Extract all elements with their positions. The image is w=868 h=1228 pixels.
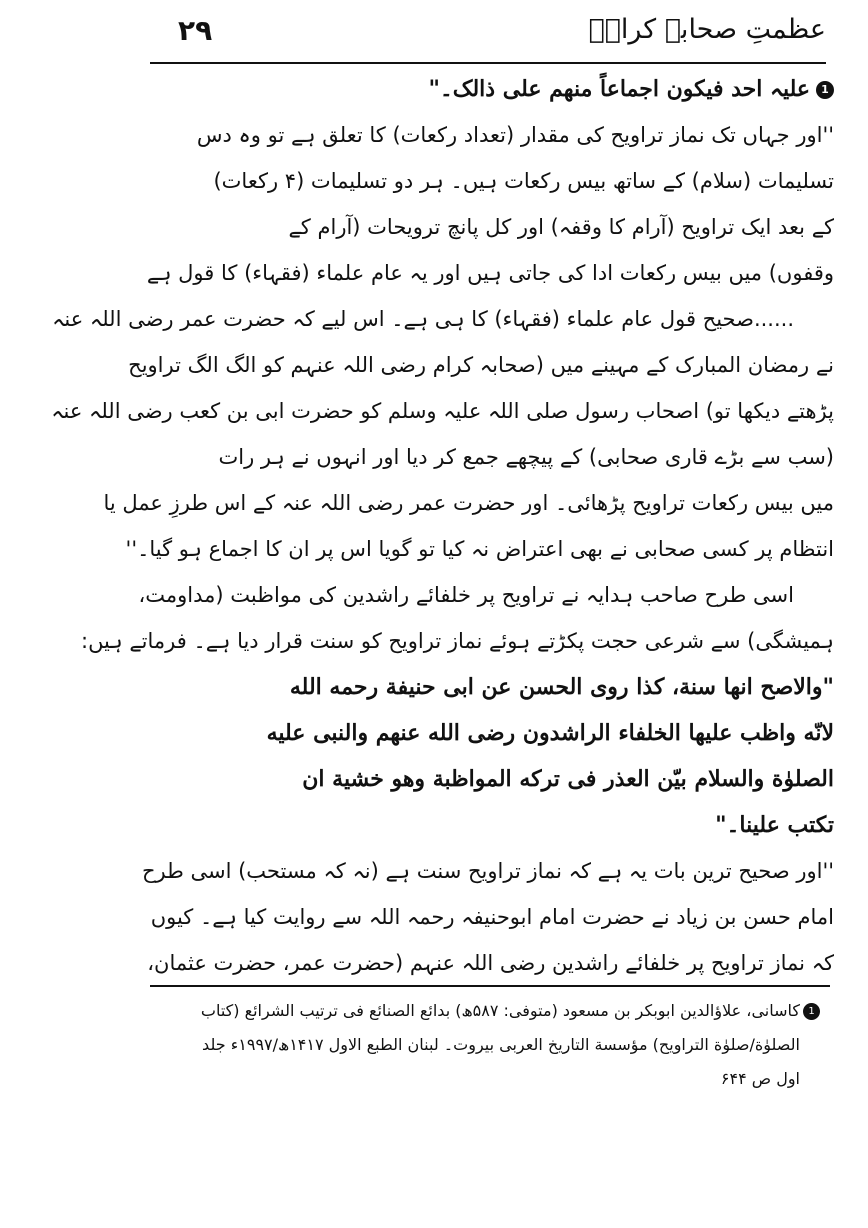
- body-line: ''اور جہاں تک نماز تراویح کی مقدار (تعداد رکعات) کا تعلق ہے تو وہ دس: [196, 123, 834, 147]
- body-line: ہمیشگی) سے شرعی حجت پکڑتے ہوئے نماز تراویح کو سنت قرار دیا ہے۔ فرماتے ہیں:: [81, 629, 834, 653]
- page-header: [150, 12, 826, 62]
- footnote-reference-marker: 1: [816, 81, 834, 99]
- body-line: 1علیہ احد فیکون اجماعاً منھم علی ذالک۔": [158, 66, 834, 112]
- arabic-quote-line: تکتب علینا۔": [715, 812, 834, 838]
- header-divider: [150, 62, 826, 64]
- body-line: وقفوں) میں بیس رکعات ادا کی جاتی ہیں اور یہ عام علماء (فقہاء) کا قول ہے: [146, 261, 834, 285]
- body-line: اسی طرح صاحب ہدایہ نے تراویح پر خلفائے راشدین کی مواظبت (مداومت،: [138, 583, 794, 607]
- body-line: کے بعد ایک تراویح (آرام کا وقفہ) اور کل پانچ ترویحات (آرام کے: [288, 215, 834, 239]
- body-line: ''اور صحیح ترین بات یہ ہے کہ نماز تراویح سنت ہے (نہ کہ مستحب) اسی طرح: [141, 859, 834, 883]
- running-title: عظمتِ صحابہ کرامؓ: [588, 14, 826, 45]
- arabic-quote-line: لانّه واظب علیھا الخلفاء الراشدون رضی الله عنھم والنبی علیه: [266, 720, 834, 746]
- body-text: [51, 66, 834, 986]
- body-line: کہ نماز تراویح پر خلفائے راشدین رضی اللہ عنہم (حضرت عمر، حضرت عثمان،: [147, 951, 834, 975]
- body-line: میں بیس رکعات تراویح پڑھائی۔ اور حضرت عمر رضی اللہ عنہ کے اس طرزِ عمل یا: [103, 491, 834, 515]
- body-line: (سب سے بڑے قاری صحابی) کے پیچھے جمع کر دیا اور انہوں نے ہر رات: [218, 445, 834, 469]
- arabic-quote-line: الصلوٰة والسلام بیّن العذر فی ترکه المواظبة وھو خشیة ان: [302, 766, 834, 792]
- footnote-divider: [150, 985, 830, 987]
- footnote-marker: 1: [803, 1003, 820, 1020]
- footnote-line: الصلوٰة/صلوٰة التراویح) مؤسسة التاریخ العربی بیروت۔ لبنان الطبع الاول ۱۴۱۷ھ/۱۹۹۷ء جلد: [202, 1035, 800, 1054]
- body-line: تسلیمات (سلام) کے ساتھ بیس رکعات ہیں۔ ہر دو تسلیمات (۴ رکعات): [213, 169, 834, 193]
- body-line: نے رمضان المبارک کے مہینے میں (صحابہ کرام رضی اللہ عنہم کو الگ الگ تراویح: [128, 353, 834, 377]
- body-line: پڑھتے دیکھا تو) اصحاب رسول صلی اللہ علیہ وسلم کو حضرت ابی بن کعب رضی اللہ عنہ: [51, 399, 834, 423]
- footnote-line: اول ص ۶۴۴: [720, 1069, 800, 1088]
- footnote: [150, 994, 800, 1096]
- arabic-quote-line: "والاصح انھا سنة، کذا روی الحسن عن ابی حنیفة رحمه الله: [289, 674, 834, 700]
- body-line: انتظام پر کسی صحابی نے بھی اعتراض نہ کیا تو گویا اس پر ان کا اجماع ہو گیا۔'': [125, 537, 834, 561]
- body-line: ......صحیح قول عام علماء (فقہاء) کا ہی ہے۔ اس لیے کہ حضرت عمر رضی اللہ عنہ: [52, 307, 794, 331]
- footnote-line: کاسانی، علاؤالدین ابوبکر بن مسعود (متوفی: ۵۸۷ھ) بدائع الصنائع فی ترتیب الشرائع (کتاب: [200, 1001, 800, 1020]
- body-line: امام حسن بن زیاد نے حضرت امام ابوحنیفہ رحمہ اللہ سے روایت کیا ہے۔ کیوں: [150, 905, 834, 929]
- page-number: ۲۹: [178, 14, 213, 47]
